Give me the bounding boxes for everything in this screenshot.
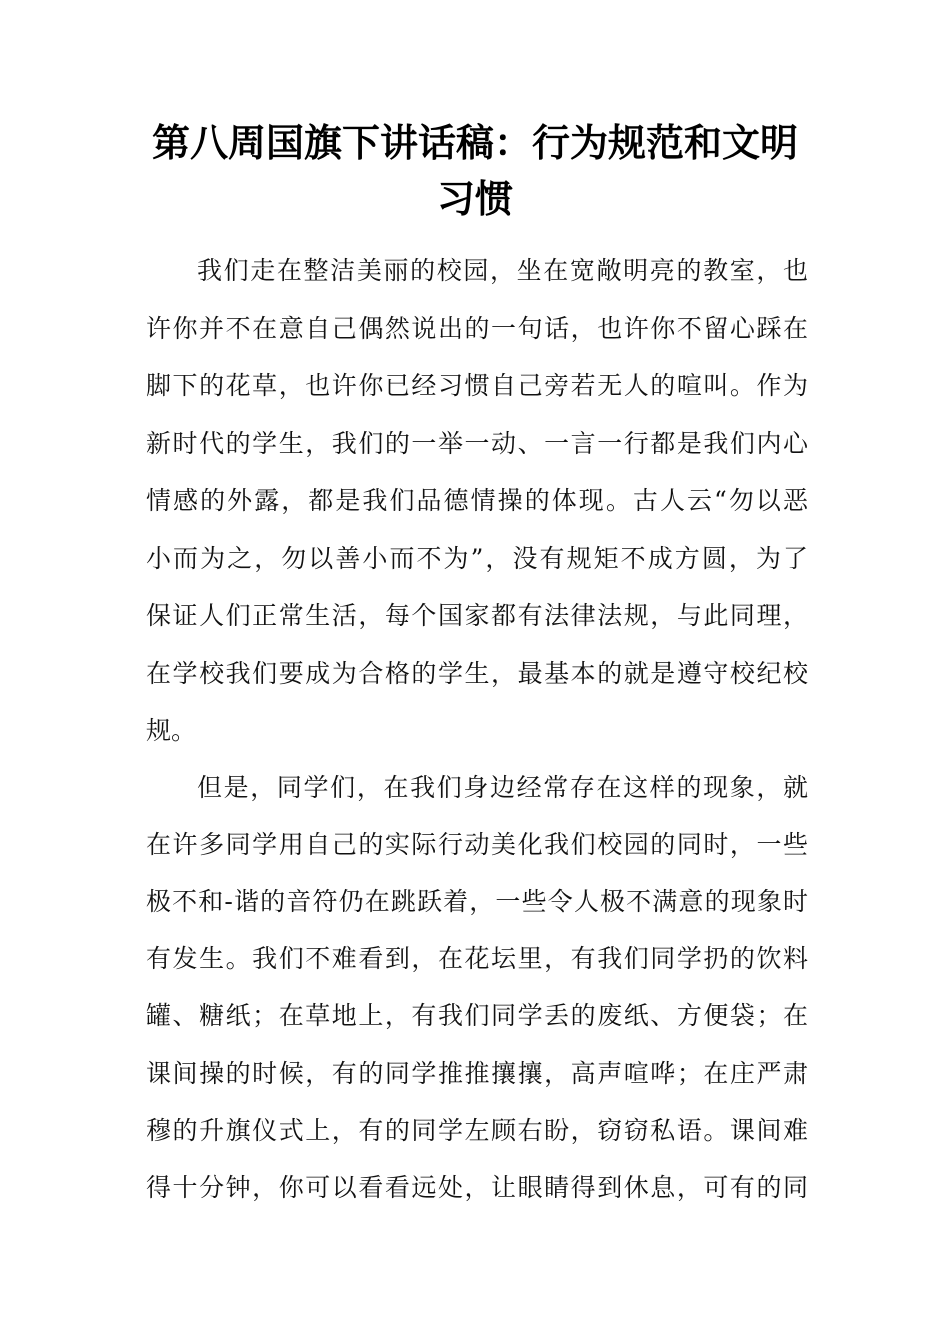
paragraph-line: 课间操的时候，有的同学推推攘攘，高声喧哗；在庄严肃 (146, 1059, 808, 1088)
paragraph-line: 在许多同学用自己的实际行动美化我们校园的同时，一些 (146, 830, 808, 859)
paragraph-line: 罐、糖纸；在草地上，有我们同学丢的废纸、方便袋；在 (146, 1001, 808, 1030)
paragraph-line: 极不和-谐的音符仍在跳跃着，一些令人极不满意的现象时 (146, 887, 808, 916)
paragraph-line: 保证人们正常生活，每个国家都有法律法规，与此同理， (146, 601, 808, 630)
paragraph-line: 我们走在整洁美丽的校园，坐在宽敞明亮的教室，也 (197, 256, 808, 285)
paragraph-line: 小而为之，勿以善小而不为”，没有规矩不成方圆，为了 (146, 544, 808, 573)
paragraph-line: 许你并不在意自己偶然说出的一句话，也许你不留心踩在 (146, 314, 808, 343)
document-title-line-1: 第八周国旗下讲话稿：行为规范和文明 (151, 121, 798, 165)
paragraph-line: 在学校我们要成为合格的学生，最基本的就是遵守校纪校 (146, 659, 808, 688)
paragraph-line: 情感的外露，都是我们品德情操的体现。古人云“勿以恶 (146, 486, 808, 515)
paragraph-line: 得十分钟，你可以看看远处，让眼睛得到休息，可有的同 (146, 1173, 808, 1202)
document-title-line-2: 习惯 (436, 177, 513, 221)
paragraph-line: 脚下的花草，也许你已经习惯自己旁若无人的喧叫。作为 (146, 371, 808, 400)
paragraph-line: 规。 (146, 716, 197, 745)
paragraph-line: 穆的升旗仪式上，有的同学左顾右盼，窃窃私语。课间难 (146, 1116, 808, 1145)
paragraph-line: 新时代的学生，我们的一举一动、一言一行都是我们内心 (146, 429, 808, 458)
paragraph-line: 有发生。我们不难看到，在花坛里，有我们同学扔的饮料 (146, 944, 808, 973)
paragraph-line: 但是，同学们，在我们身边经常存在这样的现象，就 (197, 773, 808, 802)
